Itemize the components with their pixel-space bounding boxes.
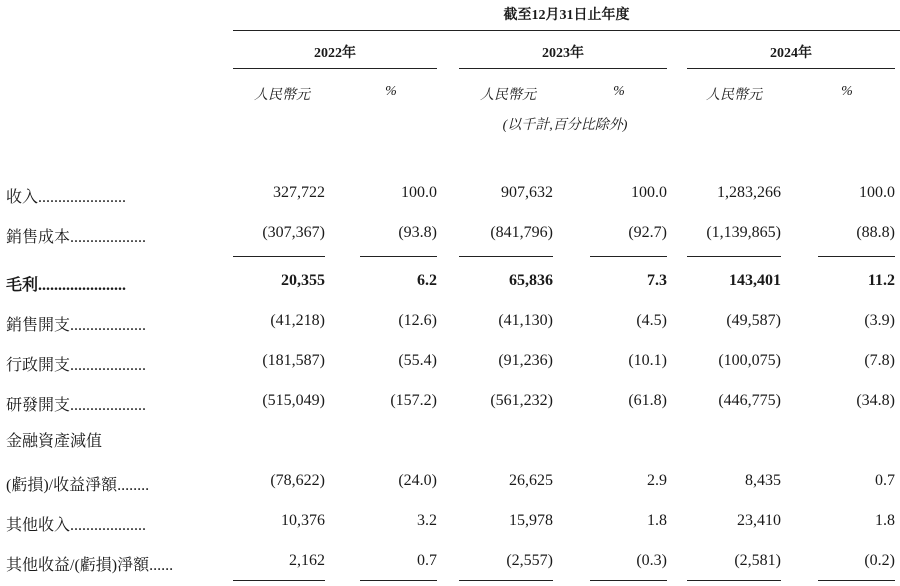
row-label: 其他收入...................: [6, 517, 147, 534]
year-rule-2023: [459, 68, 667, 69]
row-value: 15,978: [509, 512, 553, 529]
row-value: (157.2): [390, 392, 437, 409]
subtotal-rule-c2: [360, 256, 437, 257]
row-label: 金融資產減值: [6, 433, 103, 450]
currency-label-2023: 人民幣元: [480, 88, 536, 103]
row-value: (10.1): [628, 352, 667, 369]
subtotal-rule-c6: [818, 256, 895, 257]
row-value: (100,075): [718, 352, 781, 369]
subtotal-rule-c1: [233, 256, 325, 257]
row-value: 10,376: [281, 512, 325, 529]
row-label: 毛利......................: [6, 277, 127, 294]
table-row: [0, 512, 900, 542]
row-value: (34.8): [856, 392, 895, 409]
row-value: 100.0: [631, 184, 667, 201]
table-row: [0, 184, 900, 214]
row-value: 0.7: [875, 472, 895, 489]
row-label: 其他收益/(虧損)淨額......: [6, 557, 174, 574]
row-value: (515,049): [262, 392, 325, 409]
row-label: 銷售開支...................: [6, 317, 147, 334]
row-value: 3.2: [417, 512, 437, 529]
row-value: (49,587): [726, 312, 781, 329]
row-value: (24.0): [398, 472, 437, 489]
row-value: (93.8): [398, 224, 437, 241]
row-value: (0.2): [864, 552, 895, 569]
row-value: (92.7): [628, 224, 667, 241]
row-value: 1.8: [875, 512, 895, 529]
table-row: [0, 472, 900, 502]
row-value: (2,581): [734, 552, 781, 569]
row-value: 2,162: [289, 552, 325, 569]
row-value: 23,410: [737, 512, 781, 529]
table-row: [0, 392, 900, 422]
row-value: (307,367): [262, 224, 325, 241]
row-value: 1,283,266: [717, 184, 781, 201]
row-value: 2.9: [647, 472, 667, 489]
row-value: (4.5): [636, 312, 667, 329]
year-2023: 2023年: [542, 46, 584, 61]
row-value: 100.0: [401, 184, 437, 201]
row-value: (41,218): [270, 312, 325, 329]
table-row: [0, 224, 900, 254]
table-row: [0, 312, 900, 342]
row-value: 7.3: [647, 272, 667, 289]
period-title: 截至12月31日止年度: [503, 8, 630, 23]
row-value: 100.0: [859, 184, 895, 201]
row-value: (181,587): [262, 352, 325, 369]
table-row: [0, 552, 900, 582]
row-value: (841,796): [490, 224, 553, 241]
percent-label-2023: %: [613, 84, 625, 99]
row-value: (41,130): [498, 312, 553, 329]
year-2022: 2022年: [314, 46, 356, 61]
row-label: 研發開支...................: [6, 397, 147, 414]
row-value: 143,401: [729, 272, 781, 289]
row-value: (12.6): [398, 312, 437, 329]
row-value: 907,632: [501, 184, 553, 201]
row-value: (7.8): [864, 352, 895, 369]
year-rule-2024: [687, 68, 895, 69]
row-label: 銷售成本...................: [6, 229, 147, 246]
row-value: 65,836: [509, 272, 553, 289]
table-row: [0, 272, 900, 302]
table-row: [0, 352, 900, 382]
currency-label-2022: 人民幣元: [254, 88, 310, 103]
row-value: (88.8): [856, 224, 895, 241]
row-value: (0.3): [636, 552, 667, 569]
row-value: (3.9): [864, 312, 895, 329]
subtotal-rule-c4: [590, 256, 667, 257]
subtotal-rule-c3: [459, 256, 553, 257]
row-value: (2,557): [506, 552, 553, 569]
row-value: 327,722: [273, 184, 325, 201]
row-value: 1.8: [647, 512, 667, 529]
row-value: 8,435: [745, 472, 781, 489]
row-value: (55.4): [398, 352, 437, 369]
row-value: (91,236): [498, 352, 553, 369]
header-rule-top: [233, 30, 900, 31]
row-label: (虧損)/收益淨額........: [6, 477, 150, 494]
subtotal-rule-c5: [687, 256, 781, 257]
row-value: (78,622): [270, 472, 325, 489]
row-value: 26,625: [509, 472, 553, 489]
row-value: 20,355: [281, 272, 325, 289]
row-value: (446,775): [718, 392, 781, 409]
row-value: (1,139,865): [706, 224, 781, 241]
currency-label-2024: 人民幣元: [706, 88, 762, 103]
table-row: [0, 428, 900, 458]
row-label: 收入......................: [6, 189, 127, 206]
year-rule-2022: [233, 68, 437, 69]
year-2024: 2024年: [770, 46, 812, 61]
unit-note: (以千計,百分比除外): [502, 118, 628, 133]
row-value: (61.8): [628, 392, 667, 409]
row-value: (561,232): [490, 392, 553, 409]
row-value: 6.2: [417, 272, 437, 289]
row-label: 行政開支...................: [6, 357, 147, 374]
row-value: 0.7: [417, 552, 437, 569]
percent-label-2022: %: [385, 84, 397, 99]
row-value: 11.2: [867, 272, 895, 289]
percent-label-2024: %: [841, 84, 853, 99]
